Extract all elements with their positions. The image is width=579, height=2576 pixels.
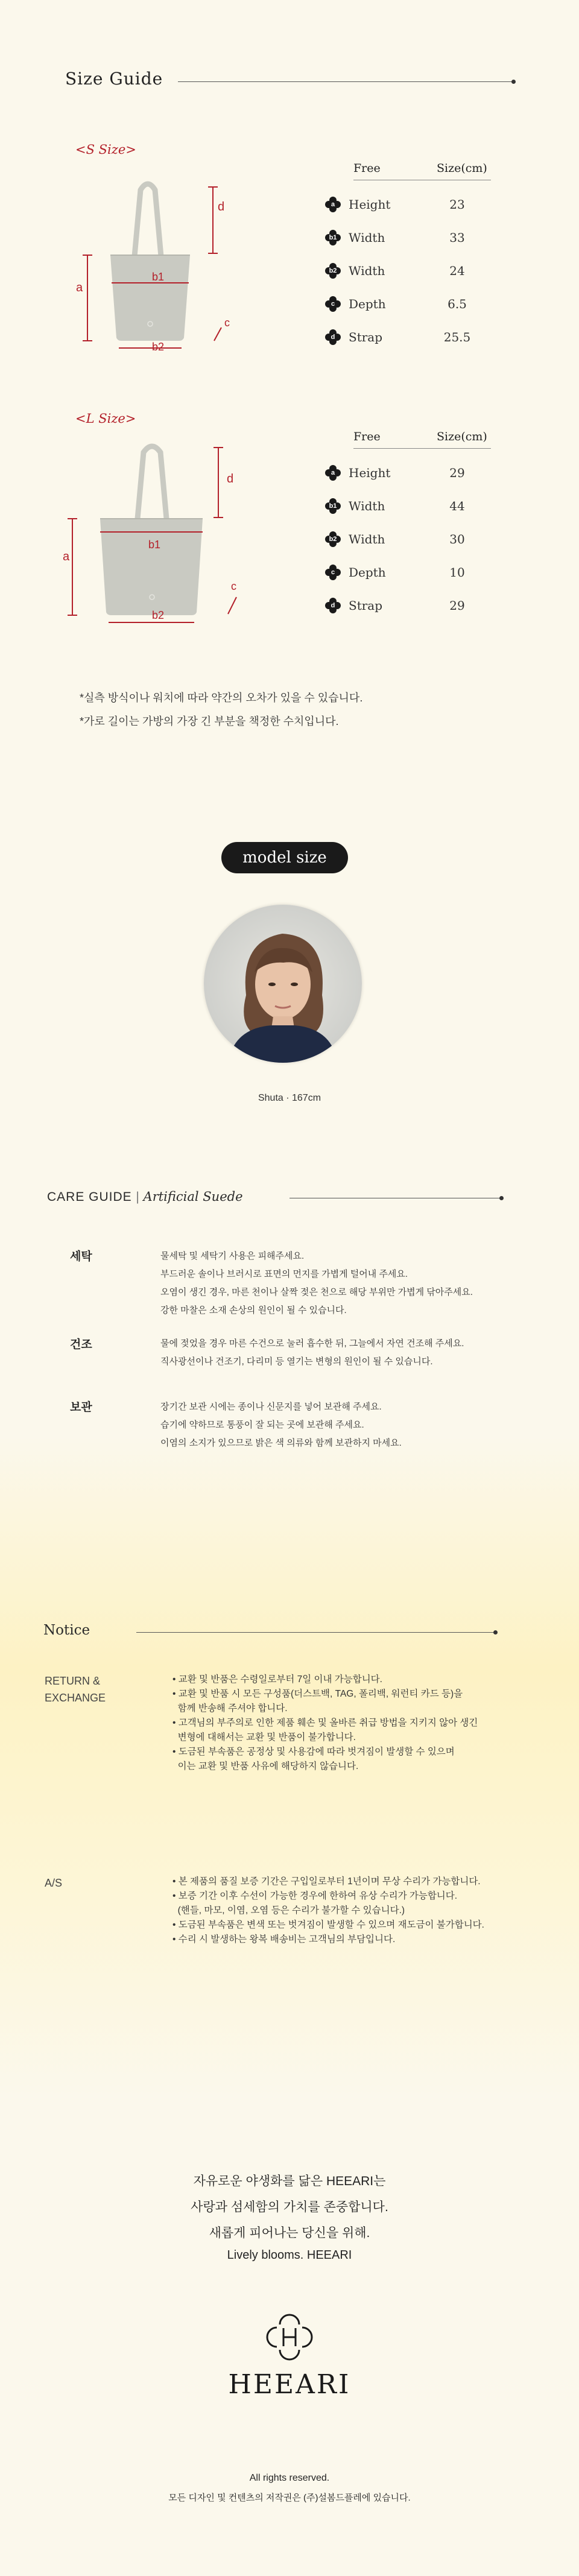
s-size-label: <S Size> [75, 142, 136, 157]
divider-dot [493, 1630, 498, 1635]
size-row-value: 29 [449, 466, 465, 480]
care-line: 부드러운 솔이나 브러시로 표면의 먼지를 가볍게 털어내 주세요. [160, 1269, 408, 1279]
model-caption: Shuta · 167cm [258, 1093, 321, 1103]
size-row-name: Height [349, 197, 391, 212]
model-photo [204, 905, 362, 1063]
notice-label-return [45, 1673, 106, 1706]
care-guide-subtitle: Artificial Suede [143, 1189, 243, 1204]
care-line: 물에 젖었을 경우 마른 수건으로 눌러 흡수한 뒤, 그늘에서 자연 건조해 주세요. [160, 1338, 464, 1349]
size-guide-title: Size Guide [65, 69, 163, 89]
notice-line: • 수리 시 발생하는 왕복 배송비는 고객님의 부담입니다. [172, 1934, 396, 1945]
badge-label: d [331, 602, 335, 609]
notice-line: 변형에 대해서는 교환 및 반품이 불가합니다. [172, 1732, 356, 1742]
badge-label: c [331, 569, 335, 576]
size-row-value: 24 [449, 264, 465, 278]
section-divider [136, 1632, 495, 1633]
care-line: 장기간 보관 시에는 종이나 신문지를 넣어 보관해 주세요. [160, 1402, 382, 1412]
badge-label: b2 [329, 536, 337, 543]
notice-as-list [172, 1875, 484, 1947]
flower-badge-icon [324, 464, 341, 481]
flower-badge-icon [324, 597, 341, 614]
size-row-name: Height [349, 466, 391, 480]
notice-line: • 도금된 부속품은 변색 또는 벗겨짐이 발생할 수 있으며 재도금이 불가합니다. [172, 1920, 484, 1930]
size-row-value: 10 [449, 565, 465, 580]
l-head-free: Free [353, 430, 381, 443]
care-guide-title-main: CARE GUIDE [47, 1190, 132, 1204]
size-row [324, 564, 505, 581]
care-label-dry: 건조 [70, 1338, 92, 1351]
size-row-value: 44 [449, 499, 465, 513]
size-row [324, 196, 505, 213]
badge-label: d [331, 334, 335, 341]
dim-label-b1: b1 [148, 539, 161, 551]
notice-label-return-line1: RETURN & [45, 1675, 101, 1687]
notice-line: • 보증 기간 이후 수선이 가능한 경우에 한하여 유상 수리가 가능합니다. [172, 1891, 458, 1901]
notice-line: 함께 반송해 주셔야 합니다. [172, 1703, 288, 1714]
model-size-pill: model size [221, 842, 348, 873]
closing-line-3: 새롭게 피어나는 당신을 위해. [209, 2226, 370, 2240]
dim-label-c: c [231, 580, 236, 592]
care-guide-title [47, 1189, 243, 1204]
care-label-wash: 세탁 [70, 1250, 92, 1263]
care-line: 습기에 약하므로 통풍이 잘 되는 곳에 보관해 주세요. [160, 1420, 364, 1430]
care-line: 오염이 생긴 경우, 마른 천이나 살짝 젖은 천으로 해당 부위만 가볍게 닦아주세요. [160, 1287, 473, 1297]
size-row [324, 464, 505, 481]
size-row-value: 30 [449, 532, 465, 546]
care-line: 물세탁 및 세탁기 사용은 피해주세요. [160, 1251, 305, 1261]
badge-label: b2 [329, 267, 337, 274]
size-row-value: 25.5 [443, 330, 471, 344]
closing-line-4: Lively blooms. HEEARI [227, 2248, 352, 2262]
dim-label-a: a [63, 550, 70, 563]
notice-return-list [172, 1673, 478, 1774]
divider-dot [511, 80, 516, 84]
l-size-label: <L Size> [75, 411, 136, 426]
size-row [324, 531, 505, 548]
size-row [324, 296, 505, 312]
flower-badge-icon [324, 564, 341, 581]
notice-line: • 도금된 부속품은 공정상 및 사용감에 따라 벗겨짐이 발생할 수 있으며 [172, 1747, 455, 1757]
s-size-bag-diagram [63, 166, 238, 359]
care-line: 이염의 소지가 있으므로 밝은 색 의류와 함께 보관하지 마세요. [160, 1438, 402, 1448]
copyright-text: 모든 디자인 및 컨텐츠의 저작권은 (주)설봄드플레에 있습니다. [168, 2493, 411, 2503]
notice-line: • 고객님의 부주의로 인한 제품 훼손 및 올바른 취급 방법을 지키지 않아 생긴 [172, 1718, 478, 1728]
care-guide-separator: | [136, 1190, 139, 1204]
dim-label-d: d [227, 472, 234, 486]
size-row-name: Depth [349, 297, 386, 311]
care-line: 직사광선이나 건조기, 다리미 등 열기는 변형의 원인이 될 수 있습니다. [160, 1356, 433, 1367]
size-row-name: Width [349, 230, 385, 245]
flower-badge-icon [324, 296, 341, 312]
l-size-bag-diagram [60, 434, 247, 639]
section-divider [178, 81, 513, 82]
dim-label-d: d [218, 200, 225, 214]
notice-label-return-line2: EXCHANGE [45, 1692, 106, 1704]
s-head-size: Size(cm) [437, 162, 487, 175]
l-table-divider [353, 448, 491, 449]
flower-badge-icon [324, 498, 341, 514]
rights-text: All rights reserved. [249, 2473, 330, 2483]
flower-badge-icon [324, 329, 341, 346]
flower-badge-icon [324, 262, 341, 279]
closing-line-2: 사랑과 섬세함의 가치를 존중합니다. [191, 2200, 388, 2214]
size-row-name: Width [349, 264, 385, 278]
size-row-name: Width [349, 499, 385, 513]
flower-badge-icon [324, 196, 341, 213]
size-row [324, 597, 505, 614]
size-row-name: Width [349, 532, 385, 546]
dim-label-a: a [76, 281, 83, 294]
notice-line: • 교환 및 반품은 수령일로부터 7일 이내 가능합니다. [172, 1674, 382, 1685]
badge-label: c [331, 300, 335, 308]
badge-label: a [331, 201, 335, 208]
dim-label-b2: b2 [152, 341, 165, 353]
size-row-value: 6.5 [448, 297, 467, 311]
care-label-storage: 보관 [70, 1401, 92, 1414]
s-head-free: Free [353, 162, 381, 175]
badge-label: b1 [329, 502, 337, 510]
dim-label-c: c [224, 317, 230, 329]
size-row-value: 33 [449, 230, 465, 245]
size-row-name: Strap [349, 330, 383, 344]
brand-wordmark: HEEARI [228, 2369, 351, 2400]
size-row-value: 23 [449, 197, 465, 212]
flower-badge-icon [324, 229, 341, 246]
size-row-name: Strap [349, 598, 383, 613]
size-row-name: Depth [349, 565, 386, 580]
notice-line: 이는 교환 및 반품 사유에 해당하지 않습니다. [172, 1761, 359, 1771]
divider-dot [499, 1196, 504, 1200]
notice-line: • 본 제품의 품질 보증 기간은 구입일로부터 1년이며 무상 수리가 가능합니다. [172, 1876, 481, 1887]
size-row [324, 262, 505, 279]
notice-line: • 교환 및 반품 시 모든 구성품(더스트백, TAG, 폴리백, 워런티 카드 등)을 [172, 1689, 463, 1699]
dim-label-b1: b1 [152, 271, 165, 283]
badge-label: b1 [329, 234, 337, 241]
care-line: 강한 마찰은 소재 손상의 원인이 될 수 있습니다. [160, 1305, 347, 1315]
size-row [324, 498, 505, 514]
notice-line: (핸들, 마모, 이염, 오염 등은 수리가 불가할 수 있습니다.) [172, 1905, 405, 1916]
size-row-value: 29 [449, 598, 465, 613]
l-head-size: Size(cm) [437, 430, 487, 443]
size-row [324, 329, 505, 346]
closing-line-1: 자유로운 야생화를 닮은 HEEARI는 [193, 2174, 386, 2188]
badge-label: a [331, 469, 335, 476]
notice-label-as: A/S [45, 1877, 63, 1889]
flower-badge-icon [324, 531, 341, 548]
notice-title: Notice [43, 1622, 90, 1638]
size-note-1: *실측 방식이나 워치에 따라 약간의 오차가 있을 수 있습니다. [80, 692, 363, 704]
size-row [324, 229, 505, 246]
heeari-flower-logo-icon [262, 2310, 317, 2364]
dim-label-b2: b2 [152, 609, 165, 621]
size-note-2: *가로 길이는 가방의 가장 긴 부분을 책정한 수치입니다. [80, 715, 339, 727]
